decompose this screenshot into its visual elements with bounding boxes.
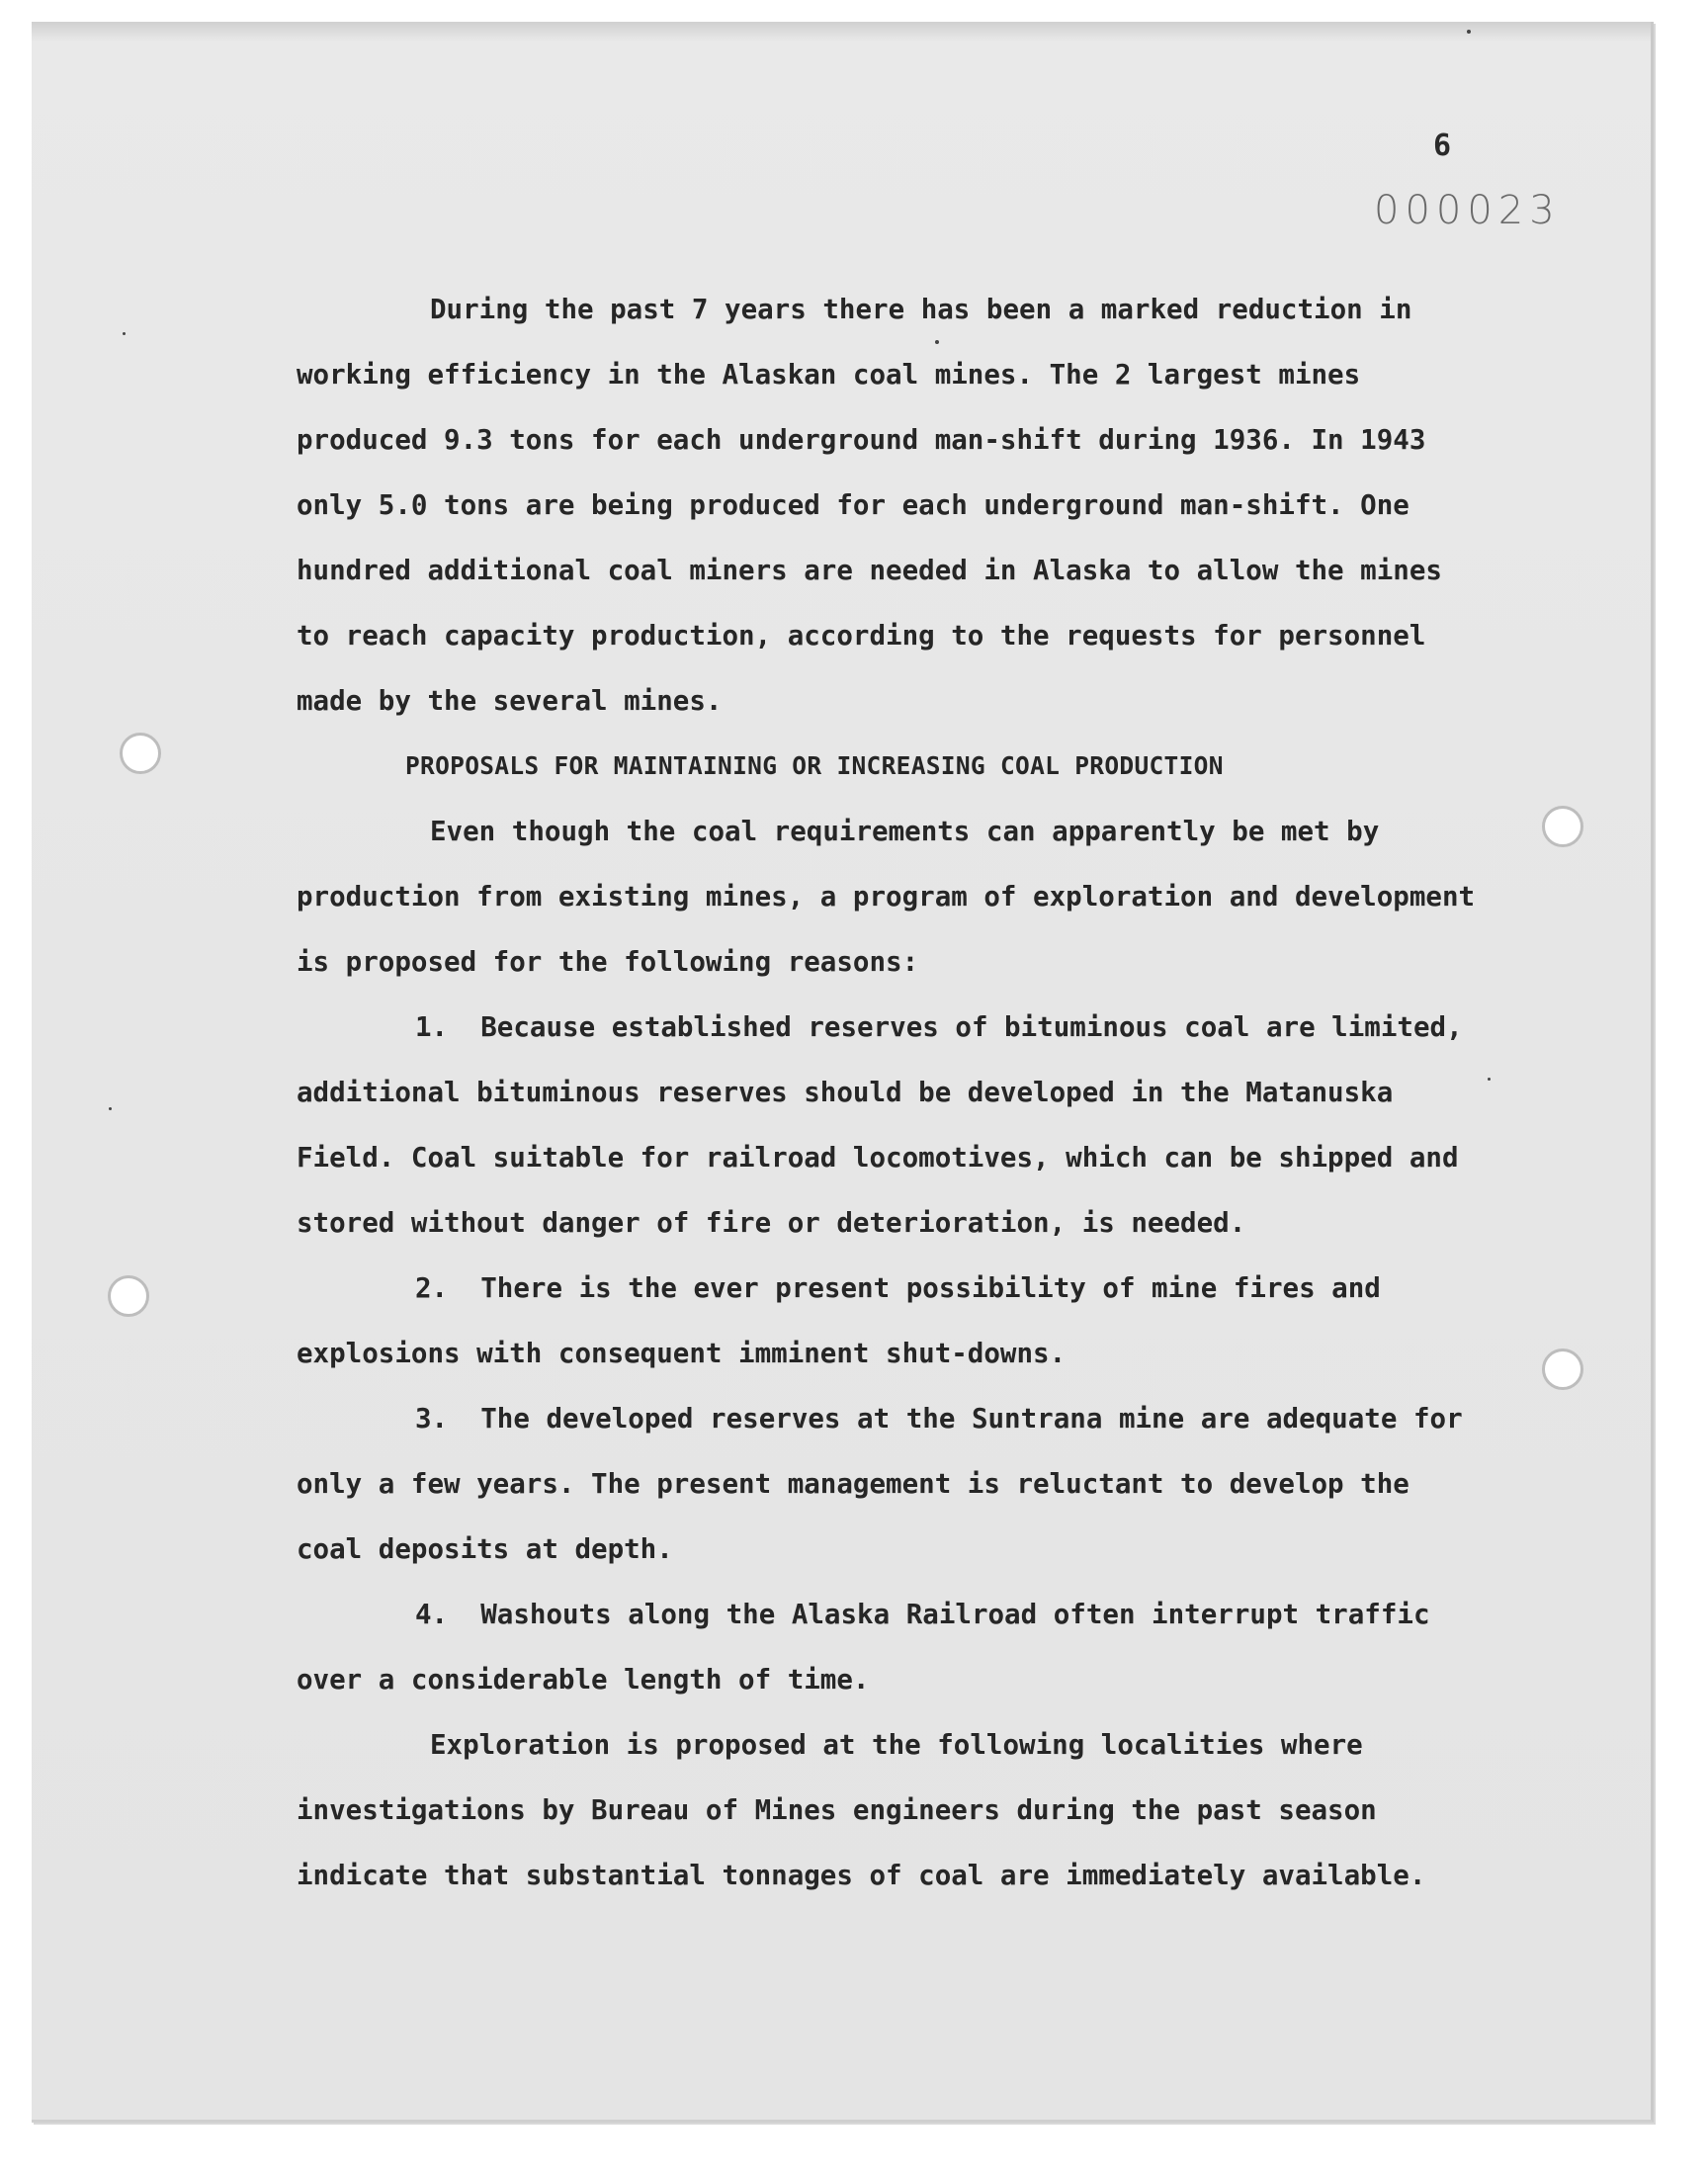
- reason-text: Because established reserves of bituminous coal are limited, additional bituminous reserves should be developed in the Matanuska Field. Coal suitable for railroad locomotives, which can be shipped and stored without danger of fire or deterioration, is needed.: [297, 1011, 1463, 1239]
- document-id-stamp: 000023: [1374, 188, 1561, 233]
- binder-hole-right-bottom: [1542, 1348, 1583, 1390]
- scan-speck: [123, 332, 126, 335]
- reason-item: [297, 1582, 1483, 1712]
- binder-hole-left-top: [120, 733, 161, 774]
- reason-text: The developed reserves at the Suntrana mine are adequate for only a few years. The present management is reluctant to develop the coal deposits at depth.: [297, 1403, 1463, 1565]
- reason-number: 1.: [415, 1011, 449, 1043]
- scan-speck: [1488, 1078, 1491, 1081]
- section-heading: PROPOSALS FOR MAINTAINING OR INCREASING COAL PRODUCTION: [405, 751, 1224, 780]
- proposal-intro-paragraph: Even though the coal requirements can apparently be met by production from existing mines, a program of exploration and development is proposed for the following reasons:: [297, 816, 1476, 978]
- scan-edge-shadow: [32, 22, 1651, 42]
- reason-item: [297, 1386, 1483, 1582]
- scan-speck: [1467, 30, 1471, 34]
- reason-item: [297, 1256, 1483, 1386]
- reason-text: There is the ever present possibility of mine fires and explosions with consequent imminent shut-downs.: [297, 1272, 1381, 1369]
- reason-number: 2.: [415, 1272, 449, 1304]
- reason-number: 3.: [415, 1403, 449, 1435]
- page-number: 6: [1433, 129, 1452, 163]
- reason-text: Washouts along the Alaska Railroad often interrupt traffic over a considerable length of time.: [297, 1599, 1430, 1696]
- reason-item: [297, 995, 1483, 1256]
- scan-speck: [109, 1107, 112, 1110]
- closing-paragraph: Exploration is proposed at the following localities where investigations by Bureau of Mines engineers during the past season indicate that substantial tonnages of coal are immediately available.: [297, 1729, 1426, 1891]
- binder-hole-right-top: [1542, 806, 1583, 847]
- intro-paragraph: During the past 7 years there has been a marked reduction in working efficiency in the Alaskan coal mines. The 2 largest mines produced 9.3 tons for each underground man-shift during 1936. In 1943 only 5.0 tons are being produced for each underground man-shift. One hundred additional coal miners are needed in Alaska to allow the mines to reach capacity production, according to the requests for personnel made by the several mines.: [297, 294, 1442, 717]
- reason-number: 4.: [415, 1599, 449, 1630]
- document-body: [297, 277, 1483, 1908]
- binder-hole-left-bottom: [108, 1275, 149, 1317]
